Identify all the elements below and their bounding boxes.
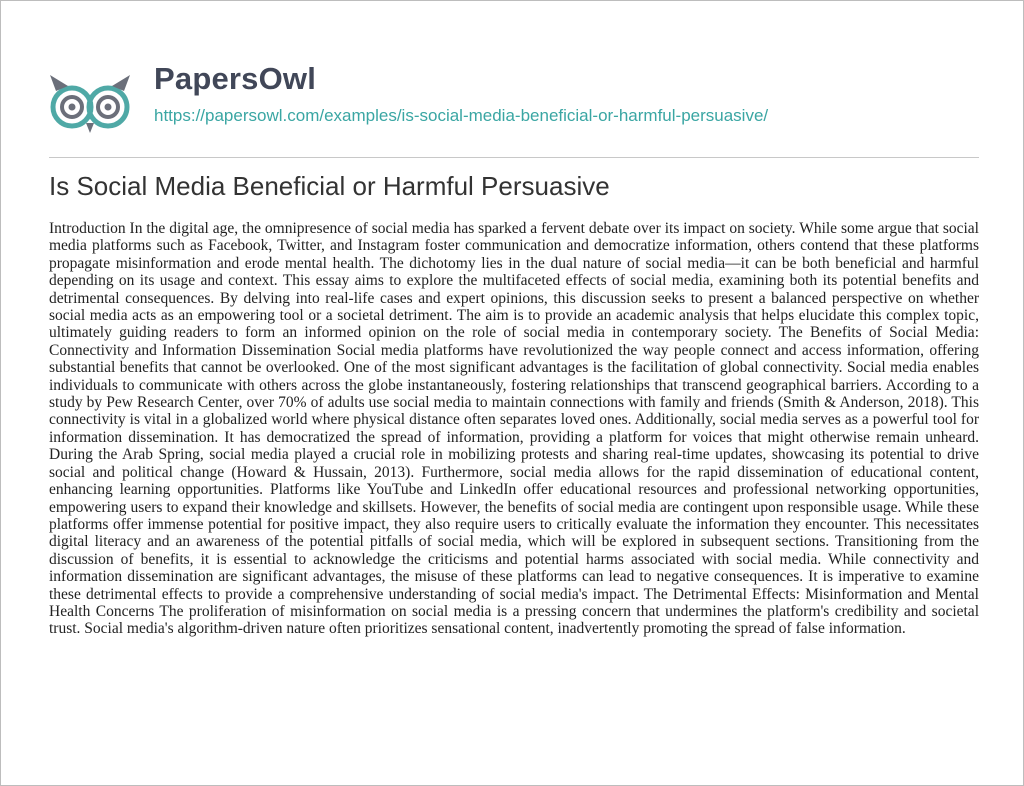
essay-body: Introduction In the digital age, the omnipresence of social media has sparked a fervent debate over its impact on society. While some argue that social media platforms such as Facebook, Twitter, and Instagram foster communication and democratize information, others contend that these platforms propagate misinformation and erode mental health. The dichotomy lies in the dual nature of social media—it can be both beneficial and harmful depending on its usage and context. This essay aims to explore the multifaceted effects of social media, examining both its potential benefits and detrimental consequences. By delving into real-life cases and expert opinions, this discussion seeks to present a balanced perspective on whether social media acts as an empowering tool or a societal detriment. The aim is to provide an academic analysis that helps elucidate this complex topic, ultimately guiding readers to form an informed opinion on the role of social media in contemporary society. The Benefits of Social Media: Connectivity and Information Dissemination Social media platforms have revolutionized the way people connect and access information, offering substantial benefits that cannot be overlooked. One of the most significant advantages is the facilitation of global connectivity. Social media enables individuals to communicate with others across the globe instantaneously, fostering relationships that transcend geographical barriers. According to a study by Pew Research Center, over 70% of adults use social media to maintain connections with family and friends (Smith & Anderson, 2018). This connectivity is vital in a globalized world where physical distance often separates loved ones. Additionally, social media serves as a powerful tool for information dissemination. It has democratized the spread of information, providing a platform for voices that might otherwise remain unheard. During the Arab Spring, social media played a crucial role in mobilizing protests and sharing real-time updates, showcasing its potential to drive social and political change (Howard & Hussain, 2013). Furthermore, social media allows for the rapid dissemination of educational content, enhancing learning opportunities. Platforms like YouTube and LinkedIn offer educational resources and professional networking opportunities, empowering users to expand their knowledge and skillsets. However, the benefits of social media are contingent upon responsible usage. While these platforms offer immense potential for positive impact, they also require users to critically evaluate the information they encounter. This necessitates digital literacy and an awareness of the potential pitfalls of social media, which will be explored in subsequent sections. Transitioning from the discussion of benefits, it is essential to acknowledge the criticisms and potential harms associated with social media. While connectivity and information dissemination are significant advantages, the misuse of these platforms can lead to negative consequences. It is imperative to examine these detrimental effects to provide a comprehensive understanding of social media's impact. The Detrimental Effects: Misinformation and Mental Health Concerns The proliferation of misinformation on social media is a pressing concern that undermines the platform's credibility and societal trust. Social media's algorithm-driven nature often prioritizes sensational content, inadvertently promoting the spread of false information.	[49, 220, 979, 638]
brand-name: PapersOwl	[154, 61, 317, 96]
owl-logo-icon	[46, 71, 136, 137]
divider	[49, 157, 979, 158]
source-url-link[interactable]: https://papersowl.com/examples/is-social-media-beneficial-or-harmful-persuasive/	[154, 106, 769, 125]
page-title: Is Social Media Beneficial or Harmful Persuasive	[49, 171, 610, 201]
header	[46, 61, 986, 141]
